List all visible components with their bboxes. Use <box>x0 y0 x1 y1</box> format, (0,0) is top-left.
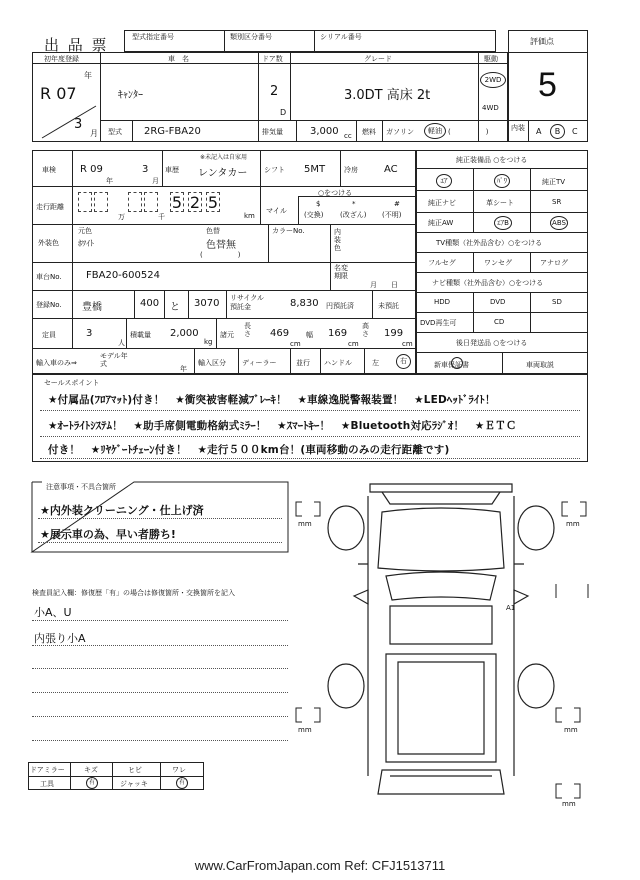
legend-jack: ジャッキ <box>120 780 148 788</box>
orig-color: ﾎﾜｲﾄ <box>78 239 94 248</box>
reg-label: 登録No. <box>36 301 62 309</box>
drive-label: 駆動 <box>484 55 498 63</box>
sales-line-3: 付き！ ★ﾘﾔｹﾞｰﾄﾁｪｰﾝ付き！ ★走行５００km台！(車両移動のみの走行距離です) <box>48 444 450 456</box>
nav-title: ナビ種類（社外品含む）○をつける <box>432 279 544 287</box>
door-d: D <box>280 108 287 117</box>
equip-power: ﾊﾟﾜ <box>494 174 510 188</box>
sym-hash-text: (不明) <box>382 211 402 219</box>
inspection-month: 3 <box>142 164 149 175</box>
reg-place: 豊橋 <box>82 302 102 313</box>
year-unit: 年 <box>84 71 92 80</box>
recycle-fee-label: リサイクル預託金 <box>230 294 265 311</box>
note-line-1: ★内外装クリーニング・仕上げ済 <box>40 504 204 517</box>
odo-digit-1 <box>78 192 92 212</box>
legend-tools: 工具 <box>40 780 54 788</box>
tv-title: TV種類（社外品含む）○をつける <box>436 239 543 247</box>
reg-number: 3070 <box>194 298 220 309</box>
recycle-fee: 8,830 <box>290 298 319 309</box>
handle-right-circled: 右 <box>396 354 411 369</box>
form-title: 出 品 票 <box>44 36 109 54</box>
first-reg-year: R 07 <box>40 84 77 103</box>
capacity-value: 3 <box>86 328 93 339</box>
repaint-label: 色替 <box>206 227 220 235</box>
nav-cd: CD <box>494 318 505 326</box>
sen-unit: 千 <box>158 213 165 221</box>
kg-unit: kg <box>204 338 213 346</box>
interior-a: A <box>536 127 542 136</box>
import-label: 輸入車のみ⇒ <box>36 359 77 367</box>
equip-tv: 純正TV <box>542 178 566 186</box>
sym-hash: # <box>394 200 400 208</box>
inspection-year: R 09 <box>80 164 103 175</box>
repaint-paren: ( ) <box>200 251 241 259</box>
equipment-title: 純正装備品 ○をつける <box>456 156 528 164</box>
docs-warranty: 新車保証書 <box>434 361 469 369</box>
mm-label-fr: mm <box>566 520 580 528</box>
ac-label: 冷房 <box>344 166 358 174</box>
docs-warranty-circle <box>451 357 463 369</box>
mm-label-fl: mm <box>298 520 312 528</box>
door-count: 2 <box>270 84 279 99</box>
shift-label: シフト <box>264 166 285 174</box>
handle-left: 左 <box>372 359 379 367</box>
sym-dollar: $ <box>316 200 321 208</box>
dealer-option: ディーラー <box>242 359 277 367</box>
odo-digit-5: 5 <box>171 193 183 212</box>
recycle-fee-note: 円預託済 <box>326 302 354 310</box>
equip-navi: 純正ナビ <box>428 199 456 207</box>
sym-dollar-text: (交換) <box>304 211 324 219</box>
equip-leather: 革シート <box>486 199 514 207</box>
model-label: 型式 <box>108 128 122 136</box>
model-value: 2RG-FBA20 <box>144 126 201 137</box>
orig-color-label: 元色 <box>78 227 92 235</box>
legend-tools-yes: 有 <box>86 777 98 789</box>
damage-mark-a1: A1 <box>506 604 516 612</box>
spec-label: 諸元 <box>220 331 234 339</box>
inspector-line-2: 内張り小A <box>34 632 86 645</box>
drive-2wd-circled: 2WD <box>480 72 506 88</box>
width-value: 169 <box>328 328 348 339</box>
grade-label: グレード <box>364 55 392 63</box>
sales-line-2: ★ｵｰﾄﾗｲﾄｼｽﾃﾑ！ ★助手席側電動格納式ﾐﾗｰ！ ★ｽﾏｰﾄｷｰ！ ★Bluetooth対応ﾗｼﾞｵ！ ★ＥＴＣ <box>48 420 517 432</box>
fuel-diesel-circled: 軽油 <box>424 123 446 139</box>
handle-label: ハンドル <box>324 359 352 367</box>
docs-manual: 車両取説 <box>526 361 554 369</box>
history-label: 車歴 <box>165 166 179 174</box>
score-label: 評価点 <box>530 37 554 46</box>
nav-dvd: DVD <box>490 298 506 306</box>
capacity-label: 定員 <box>42 331 56 339</box>
insp-month-unit: 月 <box>152 177 159 185</box>
model-year-label: モデル年式 <box>100 352 128 368</box>
mileage-circle-note: ○をつける <box>318 189 353 197</box>
odo-digit-7: 5 <box>207 193 219 212</box>
sym-star: * <box>352 200 356 208</box>
legend-jack-yes: 有 <box>176 777 188 789</box>
car-name-label: 車 名 <box>168 55 189 63</box>
equip-aw: 純正AW <box>428 219 454 227</box>
tv-analog: アナログ <box>540 259 568 267</box>
nav-dvd-play: DVD再生可 <box>420 319 457 327</box>
reg-kana: と <box>170 302 180 313</box>
exterior-color-label: 外装色 <box>38 239 59 247</box>
interior-c: C <box>572 127 578 136</box>
fuel-gasoline: ガソリン <box>386 128 414 136</box>
grade-value: 3.0DT 高床 2t <box>344 88 431 103</box>
mile-label: マイル <box>266 207 287 215</box>
serial-header-box <box>124 30 496 52</box>
type-designation-label: 型式指定番号 <box>132 33 174 41</box>
sales-line-1: ★付属品(ﾌﾛｱﾏｯﾄ)付き！ ★衝突被害軽減ﾌﾞﾚｰｷ！ ★車線逸脱警報装置！ ★LEDﾍｯﾄﾞﾗｲﾄ！ <box>48 394 496 406</box>
mm-label-rl: mm <box>298 726 312 734</box>
legend-door-mirror: ドアミラー <box>30 766 65 774</box>
car-damage-diagram <box>290 476 600 816</box>
cm-unit-3: cm <box>402 340 413 348</box>
person-unit: 人 <box>118 339 125 347</box>
insp-year-unit: 年 <box>106 177 113 185</box>
km-unit: km <box>244 212 255 220</box>
odo-digit-2 <box>94 192 108 212</box>
width-label: 幅 <box>306 331 313 339</box>
interior-label: 内装 <box>511 124 525 132</box>
fuel-label: 燃料 <box>362 128 376 136</box>
history-note: ※未記入は自家用 <box>200 154 248 161</box>
equip-aircon: ｴｱ <box>436 174 452 188</box>
legend-break: ワレ <box>172 766 186 774</box>
ac-value: AC <box>384 164 398 175</box>
mm-label-rr: mm <box>564 726 578 734</box>
history-value: レンタカー <box>198 168 248 179</box>
cm-unit-1: cm <box>290 340 301 348</box>
height-value: 199 <box>384 328 404 339</box>
car-name: ｷｬﾝﾀｰ <box>118 90 143 101</box>
month-unit: 月 <box>90 129 98 138</box>
shift-value: 5MT <box>304 164 326 175</box>
displacement-label: 排気量 <box>262 128 283 136</box>
displacement-value: 3,000 <box>310 126 339 137</box>
drive-4wd: 4WD <box>482 104 499 112</box>
interior-color-label: 内装色 <box>334 228 341 252</box>
chassis-value: FBA20-600524 <box>86 270 160 281</box>
door-label: ドア数 <box>262 55 283 63</box>
notes-label: 注意事項・不具合箇所 <box>46 483 116 491</box>
odo-digit-4 <box>144 192 158 212</box>
footer-ref: www.CarFromJapan.com Ref: CFJ1513711 <box>194 858 446 873</box>
serial-number-label: シリアル番号 <box>320 33 362 41</box>
load-label: 積載量 <box>130 331 151 339</box>
model-year-unit: 年 <box>180 365 187 373</box>
tv-oneseg: ワンセグ <box>484 259 512 267</box>
name-change-date: 月 日 <box>370 281 398 289</box>
man-unit: 万 <box>118 213 125 221</box>
cc-unit: cc <box>344 132 352 140</box>
score-value: 5 <box>538 66 557 104</box>
odo-digit-3 <box>128 192 142 212</box>
fuel-other: ( ) <box>448 128 489 136</box>
first-reg-label: 初年度登録 <box>44 55 79 63</box>
sym-star-text: (改ざん) <box>340 211 367 219</box>
reg-class: 400 <box>140 298 160 309</box>
equip-sr: SR <box>552 198 562 206</box>
category-number-label: 類別区分番号 <box>230 33 272 41</box>
interior-b-circled: B <box>550 124 565 139</box>
not-deposited: 未預託 <box>378 302 399 310</box>
load-value: 2,000 <box>170 328 199 339</box>
repaint-value: 色替無 <box>206 240 236 251</box>
inspector-line-1: 小A、U <box>34 606 72 619</box>
mm-label-spare: mm <box>562 800 576 808</box>
odo-digit-6: 2 <box>189 193 201 212</box>
name-change-label: 名変期限 <box>334 264 348 280</box>
nav-hdd: HDD <box>434 298 451 306</box>
legend-crack: ヒビ <box>128 766 142 774</box>
equip-abs: ABS <box>550 216 568 230</box>
docs-title: 後日発送品 ○をつける <box>456 339 528 347</box>
nav-sd: SD <box>552 298 562 306</box>
length-value: 469 <box>270 328 290 339</box>
chassis-label: 車台No. <box>36 273 62 281</box>
tv-fullseg: フルセグ <box>428 259 456 267</box>
inspection-label: 車検 <box>42 166 56 174</box>
cm-unit-2: cm <box>348 340 359 348</box>
inspector-label: 検査員記入欄：修復歴「有」の場合は修復箇所・交換箇所を記入 <box>32 589 235 597</box>
height-label: 高さ <box>362 322 369 338</box>
mileage-label: 走行距離 <box>36 203 64 211</box>
legend-scratch: キズ <box>84 766 98 774</box>
import-division-label: 輸入区分 <box>198 359 226 367</box>
colorno-label: カラーNo. <box>272 227 305 235</box>
equip-airbag: ｴｱB <box>494 216 512 230</box>
parallel-option: 並行 <box>296 359 310 367</box>
length-label: 長さ <box>244 322 251 338</box>
first-reg-month: 3 <box>74 117 83 132</box>
sales-label: セールスポイント <box>44 379 100 387</box>
note-line-2: ★展示車の為、早い者勝ち! <box>40 528 176 541</box>
